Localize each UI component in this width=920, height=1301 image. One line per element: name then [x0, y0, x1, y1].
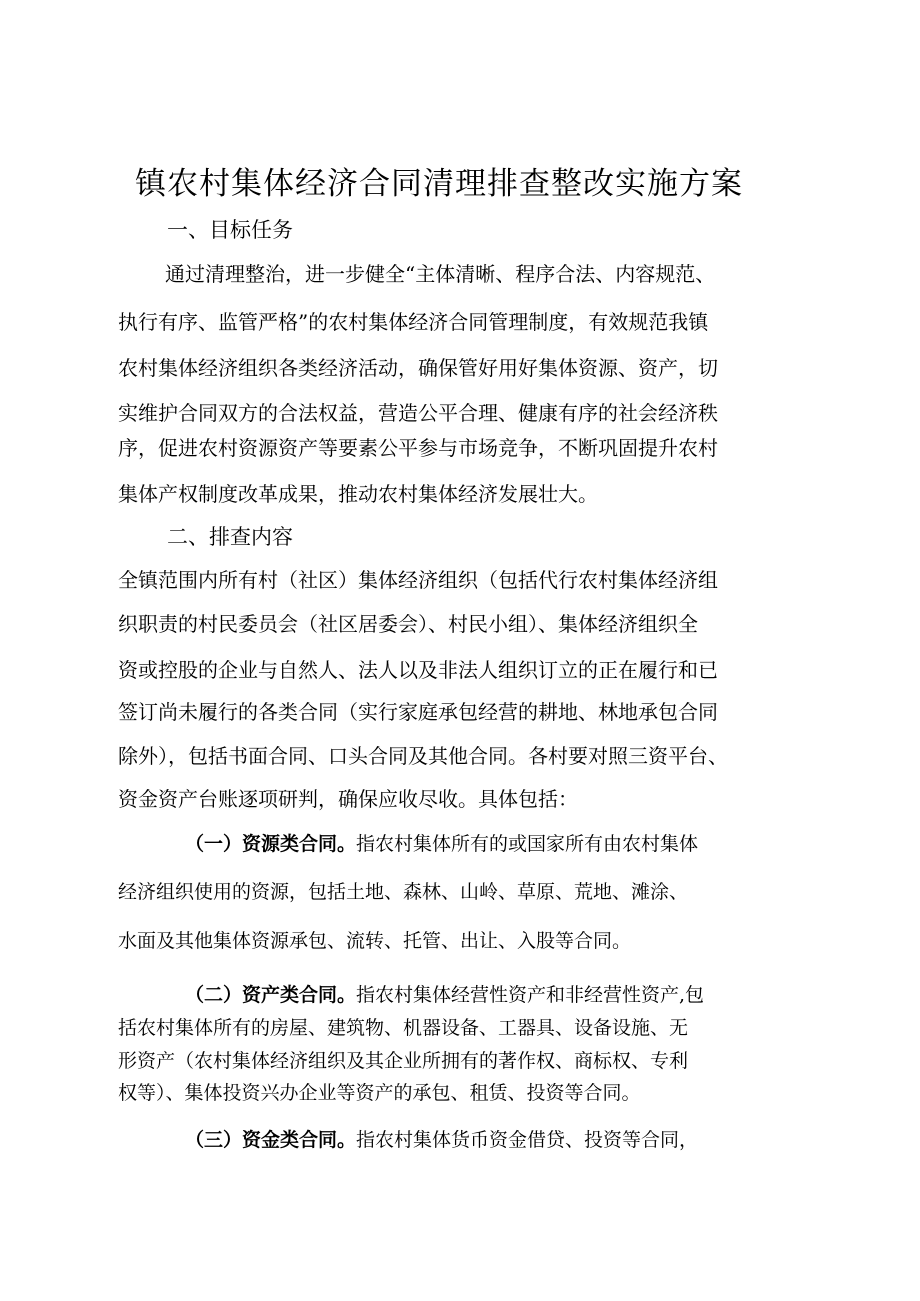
paragraph-line: 水面及其他集体资源承包、流转、托管、出让、入股等合同。	[118, 930, 632, 952]
item-resource-contracts	[185, 833, 698, 856]
item-text: 指农村集体货币资金借贷、投资等合同，	[356, 1129, 699, 1151]
paragraph-line: 形资产（农村集体经济组织及其企业所拥有的著作权、商标权、专利	[118, 1050, 689, 1072]
paragraph-line: 权等）、集体投资兴办企业等资产的承包、租赁、投资等合同。	[118, 1082, 641, 1104]
item-lead: （一）资源类合同。	[185, 833, 357, 855]
paragraph-line: 括农村集体所有的房屋、建筑物、机器设备、工器具、设备设施、无	[118, 1017, 689, 1039]
paragraph-line: 全镇范围内所有村（社区）集体经济组织（包括代行农村集体经济组	[118, 568, 718, 592]
section-heading-scope: 二、排查内容	[167, 525, 293, 549]
paragraph-line: 实维护合同双方的合法权益，营造公平合理、健康有序的社会经济秩	[118, 401, 718, 425]
paragraph-line: 织职责的村民委员会（社区居委会）、村民小组）、集体经济组织全	[118, 612, 698, 636]
paragraph-line: 通过清理整治，进一步健全“主体清晰、程序合法、内容规范、	[165, 262, 716, 286]
paragraph-line: 集体产权制度改革成果，推动农村集体经济发展壮大。	[118, 482, 598, 506]
section-heading-goals: 一、目标任务	[167, 218, 293, 242]
item-text: 指农村集体经营性资产和非经营性资产,包	[356, 984, 705, 1006]
paragraph-line: 资或控股的企业与自然人、法人以及非法人组织订立的正在履行和已	[118, 658, 718, 682]
document-title: 镇农村集体经济合同清理排查整改实施方案	[135, 166, 743, 202]
item-fund-contracts	[185, 1129, 698, 1152]
item-lead: （三）资金类合同。	[185, 1129, 357, 1151]
paragraph-line: 序，促进农村资源资产等要素公平参与市场竞争，不断巩固提升农村	[118, 436, 718, 460]
item-asset-contracts	[185, 984, 704, 1007]
item-text: 指农村集体所有的或国家所有由农村集体	[356, 833, 699, 855]
paragraph-line: 经济组织使用的资源，包括土地、森林、山岭、草原、荒地、滩涂、	[118, 881, 689, 903]
paragraph-line: 资金资产台账逐项研判，确保应收尽收。具体包括：	[118, 787, 578, 811]
paragraph-line: 除外），包括书面合同、口头合同及其他合同。各村要对照三资平台、	[118, 744, 728, 768]
item-lead: （二）资产类合同。	[185, 984, 357, 1006]
paragraph-line: 农村集体经济组织各类经济活动，确保管好用好集体资源、资产，切	[118, 356, 718, 380]
paragraph-line: 签订尚未履行的各类合同（实行家庭承包经营的耕地、林地承包合同	[118, 700, 718, 724]
paragraph-line: 执行有序、监管严格”的农村集体经济合同管理制度，有效规范我镇	[118, 310, 709, 334]
